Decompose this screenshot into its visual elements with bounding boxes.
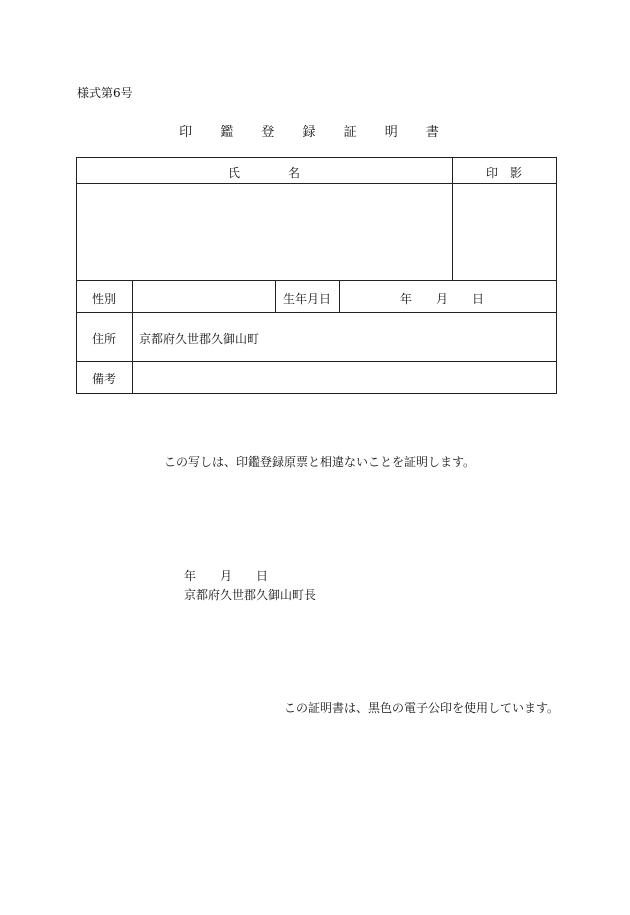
table-border-gender-bottom [76,312,557,313]
certification-statement: この写しは、印鑑登録原票と相違ないことを証明します。 [164,455,476,469]
table-border-name-bottom [76,280,557,281]
birthdate-value: 年 月 日 [400,292,485,306]
address-value: 京都府久世郡久御山町 [139,332,260,346]
address-label: 住所 [91,332,116,346]
name-header: 氏 名 [227,166,300,180]
issue-date: 年 月 日 [184,569,269,583]
remarks-label: 備考 [91,372,116,386]
issuer-name: 京都府久世郡久御山町長 [184,588,317,602]
table-divider-birth-label-right [339,280,340,313]
table-border-bottom [76,393,557,394]
table-border-header-bottom [76,183,557,184]
table-border-right [556,157,557,394]
document-title: 印 鑑 登 録 証 明 書 [179,125,451,140]
seal-header: 印 影 [485,166,522,180]
form-number: 様式第6号 [77,86,133,100]
gender-label: 性別 [91,292,116,306]
table-border-address-bottom [76,361,557,362]
birthdate-label: 生年月日 [282,292,331,306]
table-divider-label-column [132,280,133,394]
table-border-left [76,157,77,394]
table-border-top [76,157,557,158]
electronic-seal-note: この証明書は、黒色の電子公印を使用しています。 [284,701,560,715]
